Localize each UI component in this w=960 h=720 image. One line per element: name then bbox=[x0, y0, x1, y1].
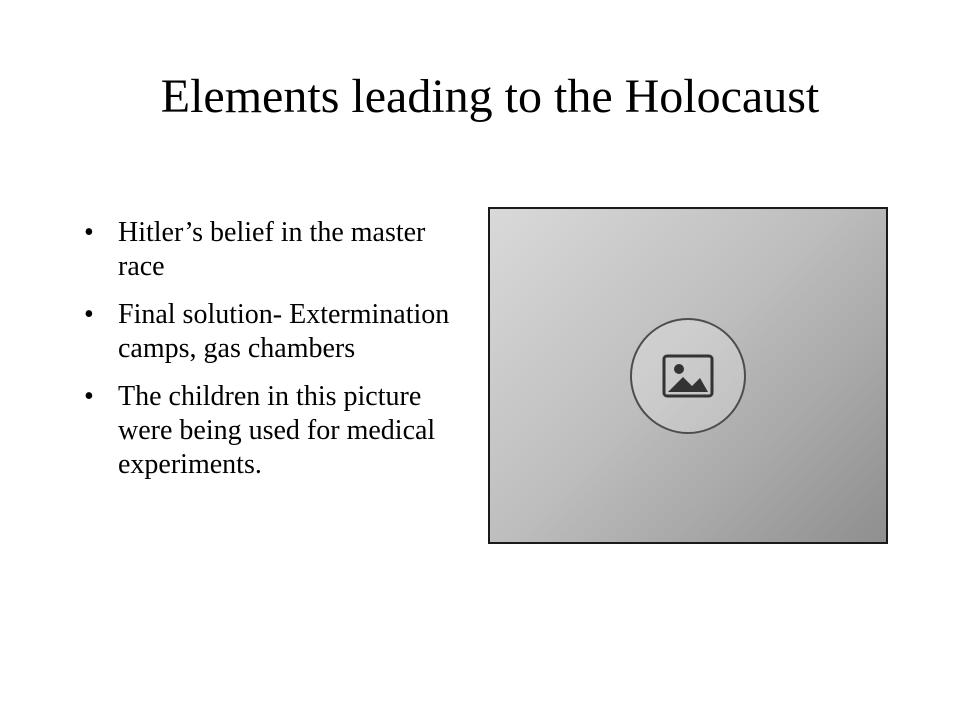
bullet-item bbox=[84, 216, 474, 284]
bullet-text: Final solution- Extermination camps, gas chambers bbox=[118, 299, 450, 364]
slide-title: Elements leading to the Holocaust bbox=[160, 70, 820, 123]
bullet-text: Hitler’s belief in the master race bbox=[118, 217, 426, 282]
bullet-item bbox=[84, 298, 474, 366]
bullet-dot-icon: • bbox=[84, 217, 94, 248]
photo-placeholder bbox=[488, 207, 888, 544]
bullet-dot-icon: • bbox=[84, 381, 94, 412]
bullet-item bbox=[84, 380, 474, 482]
bullet-text: The children in this picture were being used for medical experiments. bbox=[118, 381, 436, 480]
bullet-list bbox=[84, 216, 474, 496]
bullet-dot-icon: • bbox=[84, 299, 94, 330]
image-placeholder-svg bbox=[656, 344, 720, 408]
image-placeholder-icon bbox=[630, 318, 746, 434]
